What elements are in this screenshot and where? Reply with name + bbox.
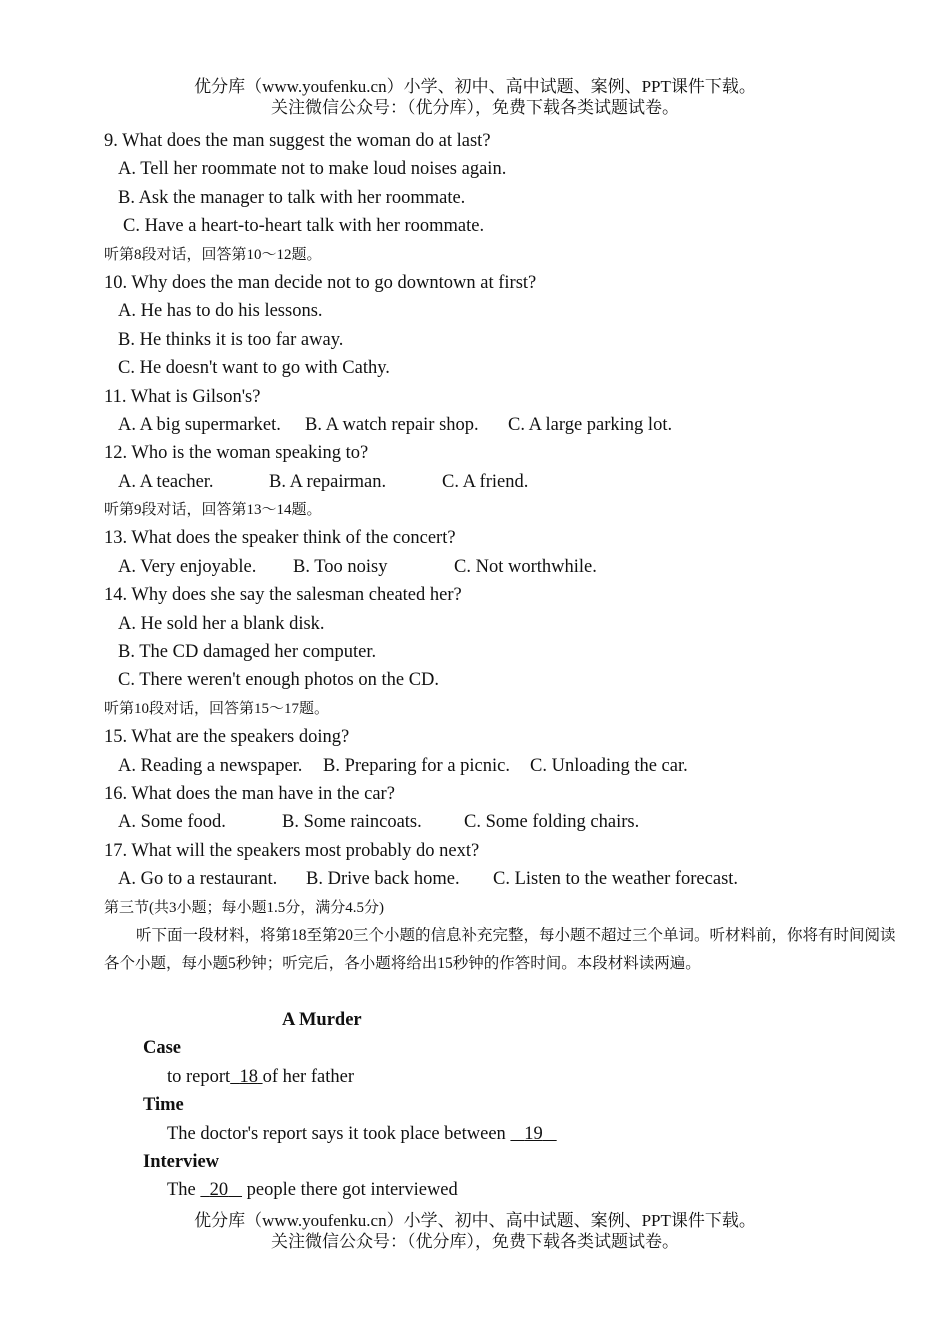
section-9-instruction: 听第9段对话，回答第13～14题。: [104, 502, 322, 519]
blank-20-number: 20: [209, 1180, 229, 1201]
question-11-stem: 11. What is Gilson's?: [104, 386, 261, 407]
question-13-option-c: C. Not worthwhile.: [454, 556, 597, 577]
question-10-option-c: C. He doesn't want to go with Cathy.: [118, 358, 390, 379]
blank-18-number: 18: [239, 1066, 258, 1087]
question-16-option-a: A. Some food.: [118, 812, 226, 833]
question-16-options: [104, 808, 904, 836]
section-10-instruction: 听第10段对话，回答第15～17题。: [104, 700, 330, 717]
footer-line-2: 关注微信公众号：（优分库），免费下载各类试题试卷。: [271, 1232, 679, 1251]
footer-line-1: 优分库（www.youfenku.cn）小学、初中、高中试题、案例、PPT课件下载。: [194, 1211, 756, 1230]
question-9-stem: 9. What does the man suggest the woman do at last?: [104, 131, 491, 151]
case-label: Case: [143, 1038, 182, 1059]
question-15-stem: 15. What are the speakers doing?: [104, 727, 350, 748]
question-17-option-c: C. Listen to the weather forecast.: [493, 869, 739, 890]
question-12-option-b: B. A repairman.: [269, 471, 387, 492]
spacer: [104, 978, 904, 1006]
case-text-pre: to report: [167, 1066, 231, 1087]
question-content: [104, 127, 904, 1205]
page-header: [0, 76, 950, 118]
interview-label: Interview: [143, 1151, 220, 1172]
question-17-option-b: B. Drive back home.: [306, 869, 460, 890]
question-12-stem: 12. Who is the woman speaking to?: [104, 443, 369, 464]
question-10-stem: 10. Why does the man decide not to go downtown at first?: [104, 272, 537, 293]
interview-text-post: people there got interviewed: [246, 1180, 458, 1201]
case-row: [104, 1063, 904, 1091]
question-9-option-a: A. Tell her roommate not to make loud noises again.: [118, 159, 507, 180]
time-label: Time: [143, 1095, 184, 1116]
table-title: A Murder: [282, 1009, 362, 1030]
question-14-option-c: C. There weren't enough photos on the CD.: [118, 670, 440, 691]
part-3-heading: 第三节(共3小题；每小题1.5分，满分4.5分): [104, 899, 384, 916]
interview-text-pre: The: [167, 1180, 196, 1201]
blank-18[interactable]: [230, 1067, 262, 1087]
page-footer: [0, 1210, 950, 1252]
question-11-option-a: A. A big supermarket.: [118, 414, 281, 435]
blank-19-number: 19: [524, 1123, 543, 1144]
question-13-option-a: A. Very enjoyable.: [118, 556, 257, 577]
question-9-option-c: C. Have a heart-to-heart talk with her roommate.: [123, 216, 485, 237]
question-14-stem: 14. Why does she say the salesman cheated her?: [104, 585, 462, 606]
question-14-option-b: B. The CD damaged her computer.: [118, 642, 377, 663]
blank-19[interactable]: [510, 1124, 556, 1144]
question-13-option-b: B. Too noisy: [293, 556, 388, 577]
time-row: [104, 1120, 904, 1148]
case-text-post: of her father: [262, 1066, 354, 1087]
question-16-stem: 16. What does the man have in the car?: [104, 783, 395, 804]
interview-row: [104, 1176, 904, 1204]
question-10-option-a: A. He has to do his lessons.: [118, 301, 323, 322]
blank-20[interactable]: [200, 1180, 242, 1200]
question-16-option-c: C. Some folding chairs.: [464, 812, 640, 833]
question-10-option-b: B. He thinks it is too far away.: [118, 329, 344, 350]
question-11-option-c: C. A large parking lot.: [508, 414, 673, 435]
question-17-options: [104, 865, 904, 893]
question-11-options: [104, 411, 904, 439]
question-11-option-b: B. A watch repair shop.: [305, 414, 479, 435]
question-12-options: [104, 468, 904, 496]
question-13-options: [104, 553, 904, 581]
question-15-option-a: A. Reading a newspaper.: [118, 755, 303, 776]
question-17-option-a: A. Go to a restaurant.: [118, 869, 278, 890]
question-15-options: [104, 752, 904, 780]
header-line-1: 优分库（www.youfenku.cn）小学、初中、高中试题、案例、PPT课件下载。: [194, 77, 756, 96]
question-13-stem: 13. What does the speaker think of the concert?: [104, 528, 456, 549]
question-14-option-a: A. He sold her a blank disk.: [118, 613, 325, 634]
question-15-option-c: C. Unloading the car.: [530, 755, 688, 776]
time-text-pre: The doctor's report says it took place between: [167, 1123, 506, 1144]
section-8-instruction: 听第8段对话，回答第10～12题。: [104, 246, 322, 263]
question-15-option-b: B. Preparing for a picnic.: [323, 755, 510, 776]
question-9-option-b: B. Ask the manager to talk with her roommate.: [118, 187, 466, 208]
question-16-option-b: B. Some raincoats.: [282, 812, 422, 833]
question-12-option-a: A. A teacher.: [118, 471, 214, 492]
question-17-stem: 17. What will the speakers most probably do next?: [104, 840, 480, 861]
part-3-instructions: 听下面一段材料，将第18至第20三个小题的信息补充完整，每小题不超过三个单词。听材料前，你将有时间阅读各个小题，每小题5秒钟；听完后，各小题将给出15秒钟的作答时间。本段材料读两遍。: [104, 926, 896, 972]
header-line-2: 关注微信公众号：（优分库），免费下载各类试题试卷。: [271, 98, 679, 117]
question-12-option-c: C. A friend.: [442, 471, 529, 492]
